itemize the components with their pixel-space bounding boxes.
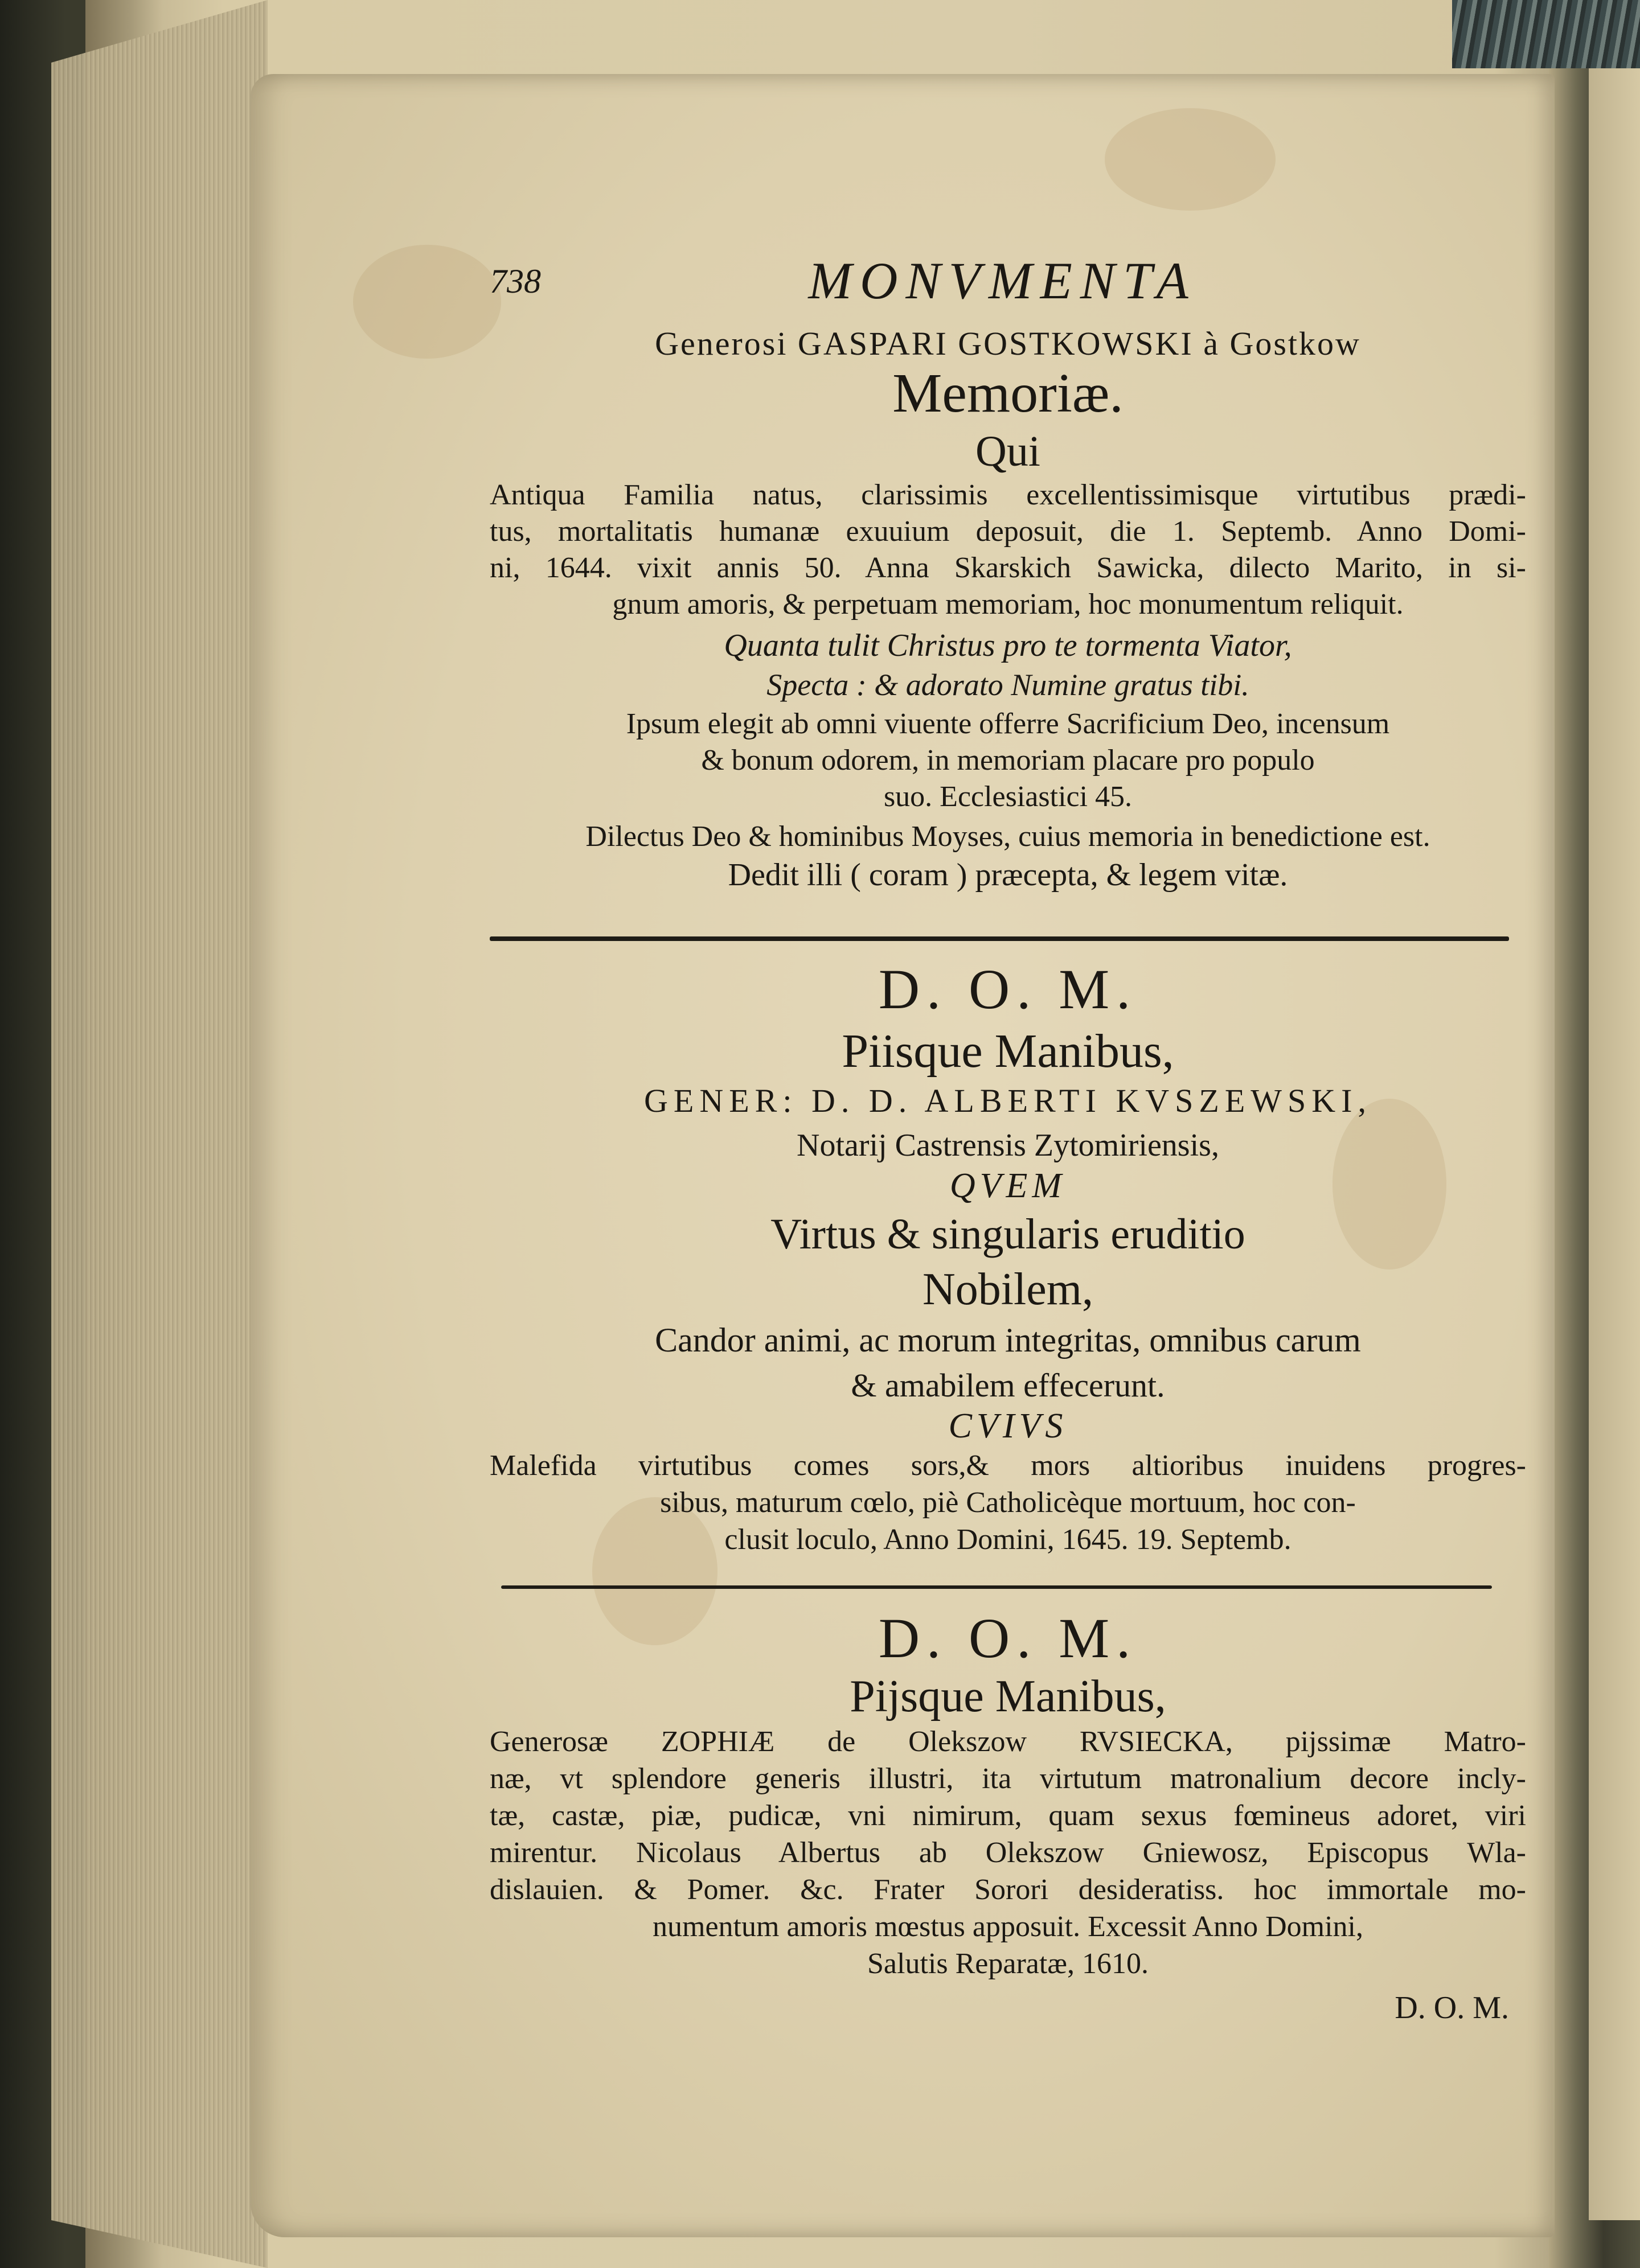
section-divider: [501, 1585, 1492, 1589]
text-line: Notarij Castrensis Zytomiriensis,: [797, 1128, 1219, 1163]
text-line: tæ, castæ, piæ, pudicæ, vni nimirum, quam sexus fœmineus adoret, viri: [490, 1799, 1526, 1832]
dedication-line: Generosi GASPARI GOSTKOWSKI à Gostkow: [655, 325, 1361, 362]
book-headband: [1452, 0, 1640, 68]
text-line: Generosæ ZOPHIÆ de Olekszow RVSIECKA, pijssimæ Matro-: [490, 1725, 1526, 1758]
catchword: D. O. M.: [1395, 1990, 1509, 2025]
text-line: Candor animi, ac morum integritas, omnibus carum: [655, 1321, 1361, 1359]
text-line: ni, 1644. vixit annis 50. Anna Skarskich Sawicka, dilecto Marito, in si-: [490, 552, 1526, 584]
facing-page-edge: [1589, 68, 1640, 2220]
text-line: Virtus & singularis eruditio: [770, 1210, 1245, 1258]
text-line: Dedit illi ( coram ) præcepta, & legem vitæ.: [728, 857, 1288, 893]
verse-line: Quanta tulit Christus pro te tormenta Viator,: [724, 628, 1292, 663]
inscription-subheading: CVIVS: [948, 1407, 1068, 1445]
inscription-heading: Memoriæ.: [892, 363, 1124, 424]
text-line: Nobilem,: [922, 1264, 1093, 1314]
text-line: dislauien. & Pomer. &c. Frater Sorori desideratiss. hoc immortale mo-: [490, 1873, 1526, 1906]
text-line: Antiqua Familia natus, clarissimis excellentissimisque virtutibus prædi-: [490, 479, 1526, 511]
page-number: 738: [490, 262, 541, 300]
dom-heading: D. O. M.: [878, 1606, 1138, 1670]
text-line: næ, vt splendore generis illustri, ita virtutum matronalium decore incly-: [490, 1762, 1526, 1795]
inscription-heading: Pijsque Manibus,: [850, 1671, 1166, 1721]
text-line: Dilectus Deo & hominibus Moyses, cuius memoria in benedictione est.: [585, 820, 1430, 853]
text-line: tus, mortalitatis humanæ exuuium deposuit, die 1. Septemb. Anno Domi-: [490, 515, 1526, 548]
text-line: Salutis Reparatæ, 1610.: [867, 1947, 1149, 1980]
text-line: clusit loculo, Anno Domini, 1645. 19. Septemb.: [724, 1523, 1292, 1556]
text-line: gnum amoris, & perpetuam memoriam, hoc monumentum reliquit.: [612, 588, 1404, 621]
section-divider: [490, 936, 1509, 941]
page-edges: [51, 0, 268, 2268]
text-line: & bonum odorem, in memoriam placare pro populo: [701, 744, 1315, 776]
inscription-subheading: QVEM: [949, 1166, 1067, 1205]
verse-line: Specta : & adorato Numine gratus tibi.: [766, 668, 1249, 702]
inscription-heading: Piisque Manibus,: [842, 1025, 1174, 1078]
text-line: numentum amoris mœstus apposuit. Excessit Anno Domini,: [653, 1910, 1363, 1943]
name-line: GENER: D. D. ALBERTI KVSZEWSKI,: [644, 1082, 1372, 1119]
text-line: & amabilem effecerunt.: [851, 1367, 1165, 1404]
text-line: Ipsum elegit ab omni viuente offerre Sacrificium Deo, incensum: [626, 708, 1390, 740]
running-head: MONVMENTA: [808, 252, 1196, 310]
text-line: Malefida virtutibus comes sors,& mors altioribus inuidens progres-: [490, 1449, 1526, 1482]
dom-heading: D. O. M.: [878, 958, 1138, 1021]
inscription-subheading: Qui: [975, 428, 1040, 475]
text-line: suo. Ecclesiastici 45.: [883, 780, 1133, 813]
text-line: mirentur. Nicolaus Albertus ab Olekszow Gniewosz, Episcopus Wla-: [490, 1836, 1526, 1869]
text-line: sibus, maturum cœlo, piè Catholicèque mortuum, hoc con-: [660, 1486, 1356, 1519]
